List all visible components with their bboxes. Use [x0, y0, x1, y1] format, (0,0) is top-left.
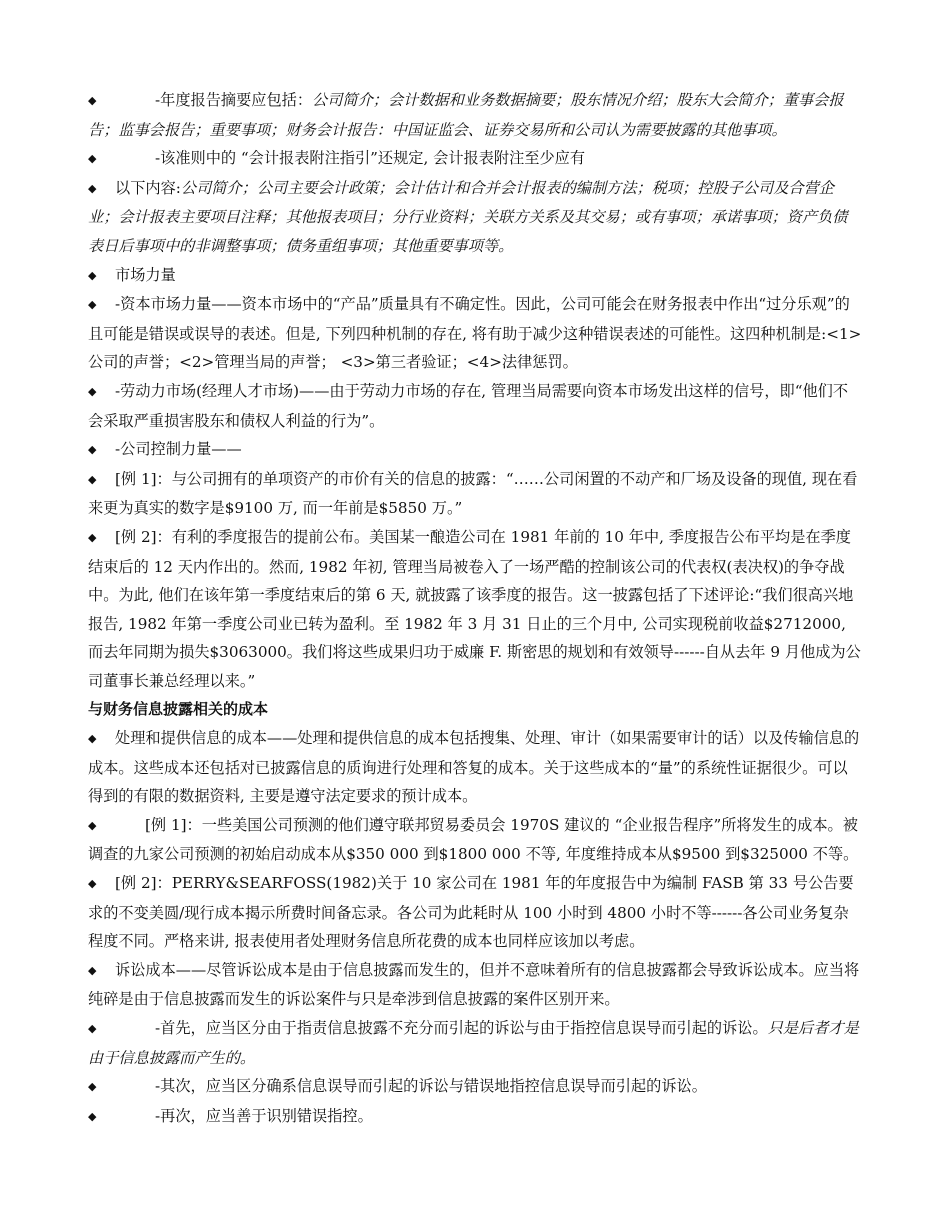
paragraph-emphasis: 公司简介；公司主要会计政策；会计估计和合并会计报表的编制方法；税项；控股子公司及合营企业；会计报表主要项目注释；其他报表项目；分行业资料；关联方关系及其交易；或有事项；承诺事项；资产负债表日后事项中的非调整事项；债务重组事项；其他重要事项等。 [88, 178, 848, 255]
diamond-bullet-icon: ◆ [88, 732, 97, 746]
diamond-bullet-icon: ◆ [88, 94, 97, 107]
paragraph-text: [例 2]：PERRY&SEARFOSS(1982)关于 10 家公司在 1981 年的年度报告中为编制 FASB 第 33 号公告要求的不变美圆/现行成本揭示所费时间备忘录。各公司为此耗时从 100 小时到 4800 小时不等------各公司业务复杂程度不同。严格来讲, 报表使用者处理财务信息所花费的成本也同样应该加以考虑。 [88, 874, 854, 951]
paragraph-processing-cost [88, 724, 862, 811]
paragraph-text: 处理和提供信息的成本——处理和提供信息的成本包括搜集、处理、审计（如果需要审计的话）以及传输信息的成本。这些成本还包括对已披露信息的质询进行处理和答复的成本。关于这些成本的“量”的系统性证据很少。可以得到的有限的数据资料, 主要是遵守法定要求的预计成本。 [88, 729, 860, 806]
paragraph-lead: -年度报告摘要应包括： [155, 91, 313, 109]
paragraph-lead: 以下内容: [115, 178, 181, 197]
paragraph-example-1 [88, 465, 862, 523]
diamond-bullet-icon: ◆ [88, 530, 97, 544]
paragraph-text: [例 1]：与公司拥有的单项资产的市价有关的信息的披露：“……公司闲置的不动产和厂场及设备的现值, 现在看来更为真实的数字是$9100 万, 而一年前是$5850 万。” [88, 469, 858, 518]
paragraph-text: 市场力量 [115, 265, 176, 284]
paragraph-cost-example-2 [88, 869, 862, 956]
diamond-bullet-icon: ◆ [88, 298, 97, 312]
paragraph-capital-market [88, 290, 862, 377]
paragraph-litigation-first [88, 1014, 862, 1072]
diamond-bullet-icon: ◆ [88, 472, 97, 486]
diamond-bullet-icon: ◆ [88, 152, 97, 166]
paragraph-notes-guideline [88, 144, 862, 174]
diamond-bullet-icon: ◆ [88, 1080, 97, 1094]
diamond-bullet-icon: ◆ [88, 1109, 97, 1123]
diamond-bullet-icon: ◆ [88, 818, 97, 832]
paragraph-emphasis: 只是后者才是由于信息披露而产生的。 [88, 1019, 859, 1067]
paragraph-text: [例 2]：有利的季度报告的提前公布。美国某一酿造公司在 1981 年前的 10 年中, 季度报告公布平均是在季度结束后的 12 天内作出的。然而, 1982 年初, 管理当局被卷入了一场严酷的控制该公司的代表权(表决权)的争夺战中。为此, 他们在该年第一季度结束后的第 6 天, 就披露了该季度的报告。这一披露包括了下述评论:“我们很高兴地报告, 1982 年第一季度公司业已转为盈利。至 1982 年 3 月 31 日止的三个月中, 公司实现税前收益$2712000, 而去年同期为损失$3063000。我们将这些成果归功于威廉 F. 斯密思的规划和有效领导------自从去年 9 月他成为公司董事长兼总经理以来。” [88, 527, 861, 690]
paragraph-notes-contents [88, 174, 862, 261]
paragraph-litigation-third [88, 1102, 862, 1132]
paragraph-cost-example-1 [88, 811, 862, 869]
paragraph-example-2 [88, 523, 862, 696]
diamond-bullet-icon: ◆ [88, 268, 97, 282]
paragraph-litigation-cost [88, 956, 862, 1014]
paragraph-labor-market [88, 377, 862, 435]
diamond-bullet-icon: ◆ [88, 443, 97, 457]
diamond-bullet-icon: ◆ [88, 181, 97, 195]
paragraph-litigation-second [88, 1072, 862, 1102]
diamond-bullet-icon: ◆ [88, 1022, 97, 1035]
diamond-bullet-icon: ◆ [88, 963, 97, 977]
paragraph-text: -其次，应当区分确系信息误导而引起的诉讼与错误地指控信息误导而引起的诉讼。 [155, 1077, 707, 1096]
paragraph-emphasis: 公司简介；会计数据和业务数据摘要；股东情况介绍；股东大会简介；董事会报告；监事会报告；重要事项；财务会计报告：中国证监会、证券交易所和公司认为需要披露的其他事项。 [88, 91, 844, 139]
paragraph-annual-report-summary [88, 86, 862, 144]
paragraph-market-forces [88, 261, 862, 291]
paragraph-text: -资本市场力量——资本市场中的“产品”质量具有不确定性。因此，公司可能会在财务报表中作出“过分乐观”的且可能是错误或误导的表述。但是, 下列四种机制的存在, 将有助于减少这种错误表述的可能性。这四种机制是:<1>公司的声誉；<2>管理当局的声誉； <3>第三者验证；<4>法律惩罚。 [88, 295, 862, 372]
paragraph-corporate-control [88, 435, 862, 465]
paragraph-text: -劳动力市场(经理人才市场)——由于劳动力市场的存在, 管理当局需要向资本市场发出这样的信号，即“他们不会采取严重损害股东和债权人利益的行为”。 [88, 381, 849, 430]
diamond-bullet-icon: ◆ [88, 877, 97, 891]
section-heading: 与财务信息披露相关的成本 [88, 700, 269, 719]
paragraph-text: 诉讼成本——尽管诉讼成本是由于信息披露而发生的，但并不意味着所有的信息披露都会导致诉讼成本。应当将纯碎是由于信息披露而发生的诉讼案件与只是牵涉到信息披露的案件区别开来。 [88, 960, 860, 1009]
paragraph-lead: -首先，应当区分由于指责信息披露不充分而引起的诉讼与由于指控信息误导而引起的诉讼。 [155, 1019, 768, 1037]
diamond-bullet-icon: ◆ [88, 384, 97, 398]
paragraph-text: -公司控制力量—— [115, 440, 242, 459]
paragraph-text: -再次，应当善于识别错误指控。 [155, 1106, 373, 1125]
paragraph-text: [例 1]：一些美国公司预测的他们遵守联邦贸易委员会 1970S 建议的 “企业报告程序”所将发生的成本。被调查的九家公司预测的初始启动成本从$350 000 到$1800 000 不等, 年度维持成本从$9500 到$325000 不等。 [88, 815, 859, 864]
paragraph-text: -该准则中的 “会计报表附注指引”还规定, 会计报表附注至少应有 [155, 149, 586, 168]
